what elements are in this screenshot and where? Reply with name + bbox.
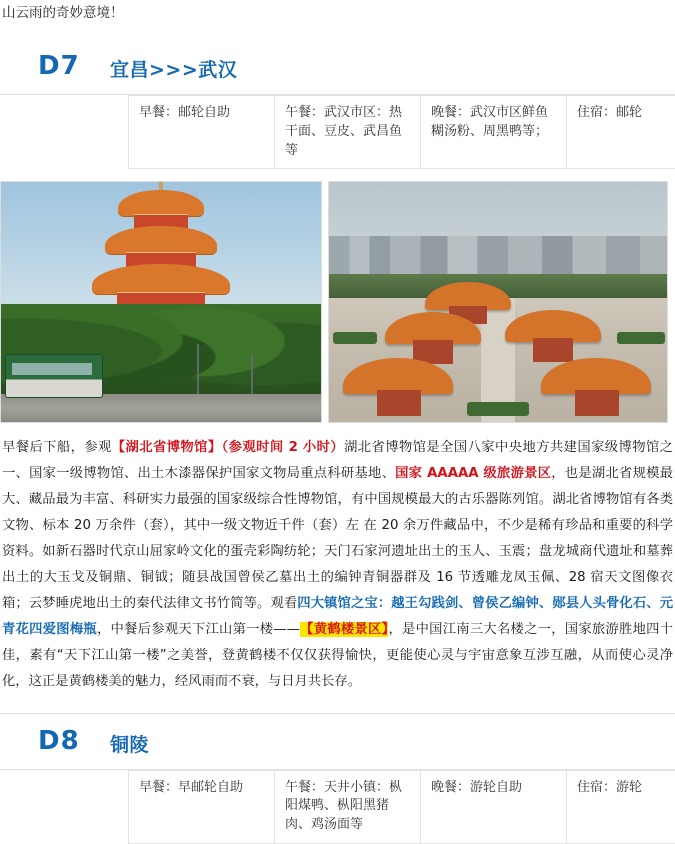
meal-lunch-d8: 午餐：天井小镇：枞阳煤鸭、枞阳黑猪肉、鸡汤面等	[275, 770, 421, 844]
tower-roof-3	[92, 264, 230, 294]
temple-complex-photo	[328, 181, 668, 423]
day-route-d8: 铜陵	[110, 714, 675, 769]
day-header-d7	[0, 39, 675, 95]
day-code-d8: D8	[0, 714, 110, 768]
meal-dinner-d7: 晚餐：武汉市区鲜鱼糊汤粉、周黑鸭等；	[421, 95, 567, 169]
meal-breakfast-d7: 早餐：邮轮自助	[129, 95, 275, 169]
hedge-row	[617, 332, 665, 344]
tower-roof-2	[105, 226, 217, 254]
day-code-d7: D7	[0, 39, 110, 93]
desc-yellow-crane-highlight: 【黄鹤楼景区】	[300, 622, 389, 637]
table-row	[0, 95, 675, 169]
meal-breakfast-d8: 早餐：早邮轮自助	[129, 770, 275, 844]
day-route-d7: 宜昌>>>武汉	[110, 39, 675, 94]
city-skyline	[329, 236, 667, 276]
desc-seg-5: ，也是湖北省规模最大、藏品最为丰富、科研实力最强的国家级综合性博物馆，有中国规模最大的古乐器陈列馆。湖北省博物馆有各类文物、标本 20 万余件（套），其中一级文物近千件（套）左 在 20 余万件藏品中，不少是稀有珍品和重要的科学资料。如新石器时代京山屈家岭文化的蛋壳彩陶纺轮；天门石家河遗址出土的玉人、玉震；盘龙城商代遗址和墓葬出土的大玉戈及铜鼎、铜钺；随县战国曾侯乙墓出土的编钟青铜器群及 16 节透雕龙凤玉佩、28 宿天文图像衣箱；云梦睡虎地出土的秦代法律文书竹简等。观看	[2, 466, 673, 611]
hedge-row	[467, 402, 529, 416]
train-carriage	[5, 354, 103, 398]
desc-seg-1: 早餐后下船，参观	[2, 440, 112, 455]
meal-spacer-cell	[0, 770, 129, 844]
desc-aaaaa-highlight: 国家 AAAAA 级旅游景区	[395, 466, 551, 481]
meal-lunch-d7: 午餐：武汉市区：热干面、豆皮、武昌鱼等	[275, 95, 421, 169]
road-surface	[1, 394, 321, 422]
hedge-row	[333, 332, 377, 344]
day-block-d8	[0, 713, 675, 844]
table-row	[0, 770, 675, 844]
meal-dinner-d8: 晚餐：游轮自助	[421, 770, 567, 844]
meal-hotel-d8: 住宿：游轮	[567, 770, 675, 844]
meal-table-d8	[0, 770, 675, 844]
top-note: 山云雨的奇妙意境！	[0, 0, 675, 29]
photo-strip	[0, 181, 675, 423]
itinerary-description	[0, 433, 675, 702]
day-header-d8	[0, 713, 675, 770]
pavilion-base-front-right	[575, 390, 619, 416]
desc-museum-highlight: 【湖北省博物馆】（参观时间 2 小时）	[112, 440, 344, 455]
pavilion-base-front-left	[377, 390, 421, 416]
desc-seg-9: ，是中国江南三大名楼之一，国家旅游胜地四十佳，素有“天下江山第一楼”之美誉，登黄鹤楼不仅仅获得愉快，更能使心灵与宇宙意象互涉互融，从而使心灵净化，这正是黄鹤楼美的魅力，经风雨而不衰，与日月共长存。	[2, 622, 673, 689]
pavilion-base-right	[533, 338, 573, 362]
lamp-post-icon	[197, 344, 199, 400]
tower-roof-1	[118, 190, 204, 216]
day-block-d7	[0, 39, 675, 170]
desc-four-treasures: 四大镇馆之宝：越王勾践剑、曾侯乙编钟、郧县人头骨化石、元青花四爱图梅瓶	[2, 596, 673, 637]
yellow-crane-tower-photo	[0, 181, 322, 423]
meal-spacer-cell	[0, 95, 129, 169]
meal-hotel-d7: 住宿：邮轮	[567, 95, 675, 169]
desc-seg-3: 湖北省博物馆是全国八家中央地方共建国家级博物馆之一、国家一级博物馆、出土木漆器保护国家文物局重点科研基地、	[2, 440, 673, 481]
desc-seg-7: ，中餐后参观天下江山第一楼——	[97, 622, 300, 637]
meal-table-d7	[0, 95, 675, 170]
